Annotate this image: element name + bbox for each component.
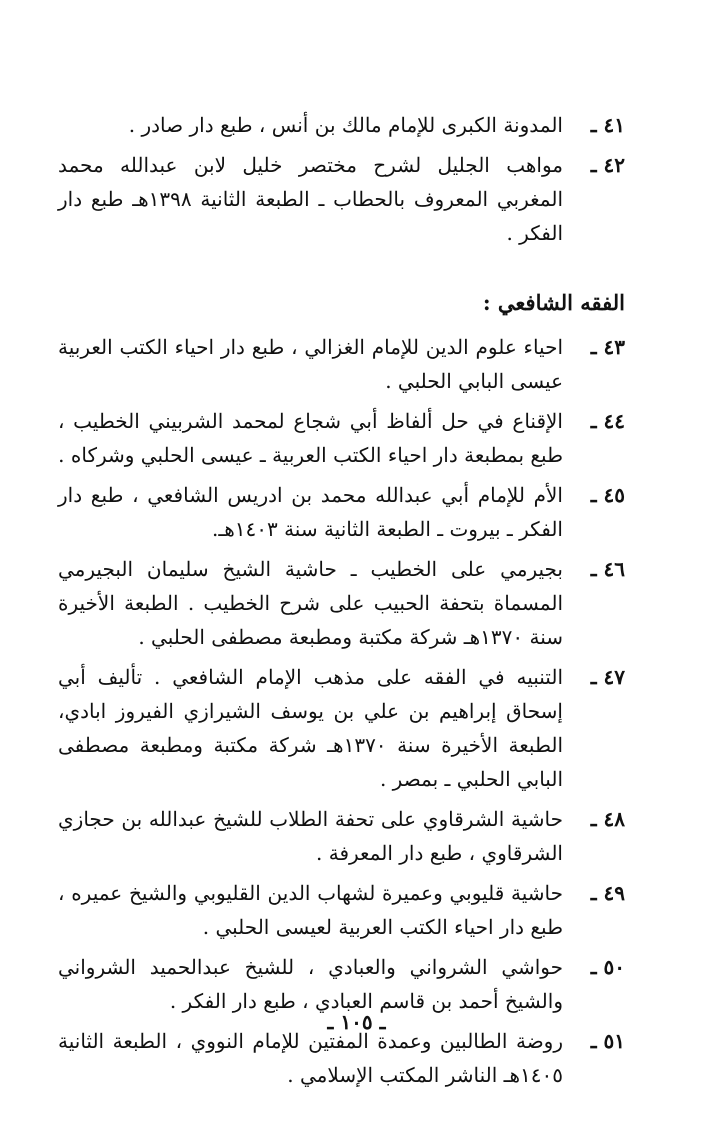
bibliography-entry [58,404,625,472]
bibliography-entry [58,660,625,796]
entry-number: ٤٦ ـ [590,557,625,581]
entry-number: ٤٣ ـ [590,335,625,359]
bibliography-entry [58,330,625,398]
bibliography-entry [58,108,625,142]
bibliography-entry [58,950,625,1018]
entry-number: ٤١ ـ [590,113,625,137]
entry-text: بجيرمي على الخطيب ـ حاشية الشيخ سليمان البجيرمي المسماة بتحفة الحبيب على شرح الخطيب . الطبعة الأخيرة سنة ١٣٧٠هـ شركة مكتبة ومطبعة مصطفى الحلبي . [58,557,563,649]
entry-number: ٥٠ ـ [590,955,625,979]
entry-number: ٤٥ ـ [590,483,625,507]
bibliography-entry [58,876,625,944]
bibliography-entry [58,478,625,546]
entry-text: حاشية قليوبي وعميرة لشهاب الدين القليوبي والشيخ عميره ، طبع دار احياء الكتب العربية لعيسى الحلبي . [58,881,563,939]
entry-text: الإقناع في حل ألفاظ أبي شجاع لمحمد الشربيني الخطيب ، طبع بمطبعة دار احياء الكتب العربية ـ عيسى الحلبي وشركاه . [58,409,563,467]
entry-text: مواهب الجليل لشرح مختصر خليل لابن عبدالله محمد المغربي المعروف بالحطاب ـ الطبعة الثانية ١٣٩٨هـ طبع دار الفكر . [58,153,563,245]
entry-list-top [58,108,625,250]
entry-text: حاشية الشرقاوي على تحفة الطلاب للشيخ عبدالله بن حجازي الشرقاوي ، طبع دار المعرفة . [58,807,563,865]
bibliography-entry [58,802,625,870]
entry-text: روضة الطالبين وعمدة المفتين للإمام النووي ، الطبعة الثانية ١٤٠٥هـ الناشر المكتب الإسلامي . [58,1029,563,1087]
entry-number: ٥١ ـ [590,1029,625,1053]
section-heading: الفقه الشافعي : [482,290,625,315]
entry-number: ٤٢ ـ [590,153,625,177]
entry-text: حواشي الشرواني والعبادي ، للشيخ عبدالحميد الشرواني والشيخ أحمد بن قاسم العبادي ، طبع دار الفكر . [58,955,563,1013]
entry-text: احياء علوم الدين للإمام الغزالي ، طبع دار احياء الكتب العربية عيسى البابي الحلبي . [58,335,563,393]
bibliography-entry [58,1024,625,1092]
entry-number: ٤٤ ـ [590,409,625,433]
bibliography-entry [58,148,625,250]
entry-number: ٤٨ ـ [590,807,625,831]
entry-text: المدونة الكبرى للإمام مالك بن أنس ، طبع دار صادر . [128,113,563,137]
entry-text: التنبيه في الفقه على مذهب الإمام الشافعي . تأليف أبي إسحاق إبراهيم بن علي بن يوسف الشيرازي الفيروز ابادي، الطبعة الأخيرة سنة ١٣٧٠هـ شركة مكتبة ومطبعة مصطفى البابي الحلبي ـ بمصر . [58,665,564,791]
page-number: ـ ١٠٥ ـ [327,1010,386,1034]
entry-number: ٤٧ ـ [590,665,625,689]
entry-text: الأم للإمام أبي عبدالله محمد بن ادريس الشافعي ، طبع دار الفكر ـ بيروت ـ الطبعة الثانية سنة ١٤٠٣هـ. [58,483,563,541]
entry-list-shafii [58,330,625,1092]
bibliography-entry [58,552,625,654]
entry-number: ٤٩ ـ [590,881,625,905]
